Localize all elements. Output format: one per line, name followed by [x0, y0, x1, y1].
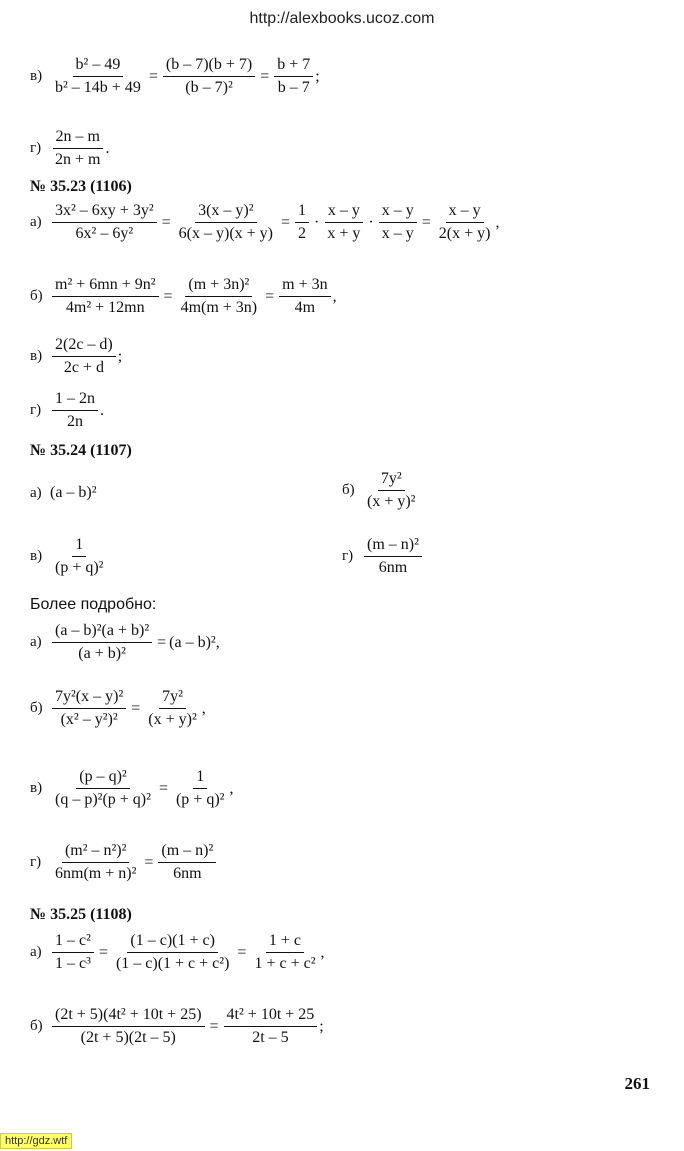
item-v-3-detail: в) $\frac{\text{(p – q)²}}{\text{(q – p)²(p + q)²}}$ = $\frac{1}{\text{(p + q)²}}$ ,	[30, 768, 234, 808]
fraction: $\frac{x - y}{x + y}$	[324, 202, 363, 243]
fraction: $\frac{m + 3n}{4m}$	[279, 276, 330, 317]
item-g-1: г) $\frac{2n - m}{2n + m}$ .	[30, 128, 110, 168]
fraction: $\frac{\text{7y²}}{\text{(x + y)²}}$	[148, 688, 197, 728]
fraction: $\frac{b + 7}{b - 7}$	[274, 56, 313, 97]
fraction: $\frac{x - y}{2(x + y)}$	[438, 202, 491, 242]
section-title: № 35.24 (1107)	[30, 442, 132, 459]
fraction: $\frac{\text{(2t + 5)(4t² + 10t + 25)}}{(2t + 5)(2t - 5)}$	[52, 1006, 205, 1047]
item-b-3: б) $\frac{\text{7y²}}{\text{(x + y)²}}$	[342, 470, 420, 511]
item-b-3-detail: б) $\frac{\text{7y²(x – y)²}}{\text{(x² – y²)²}}$ = $\frac{\text{7y²}}{\text{(x + y)²}}$ ,	[30, 688, 206, 728]
fraction: $\frac{1 + c}{\text{1 + c + c²}}$	[254, 932, 316, 972]
fraction: $\frac{\text{b² – 49}}{\text{b² – 14b + 49}}$	[55, 56, 141, 96]
fraction: $\frac{\text{3(x – y)²}}{6(x - y)(x + y)}$	[178, 202, 273, 242]
fraction: $\frac{\text{1 – c²}}{\text{1 – c³}}$	[52, 932, 94, 973]
page-number: 261	[624, 1074, 650, 1093]
fraction: $\frac{x - y}{x - y}$	[379, 202, 417, 243]
fraction: $\frac{\text{7y²(x – y)²}}{\text{(x² – y²)²}}$	[52, 688, 126, 729]
more-detail-label: Более подробно:	[30, 596, 157, 613]
section-title: № 35.23 (1106)	[30, 178, 132, 195]
fraction: $\frac{\text{(a – b)²(a + b)²}}{\text{(a + b)²}}$	[52, 622, 152, 663]
item-v-3: в) $\frac{1}{\text{(p + q)²}}$	[30, 536, 108, 577]
fraction: $\frac{1}{\text{(p + q)²}}$	[55, 536, 104, 576]
fraction: $\frac{\text{7y²}}{\text{(x + y)²}}$	[367, 470, 416, 510]
item-b-2: б) $\frac{\text{m² + 6mn + 9n²}}{\text{4m² + 12mn}}$ = $\frac{\text{(m + 3n)²}}{4m(m + 3n)}$ = $\frac{m + 3n}{4m}$ ,	[30, 276, 337, 316]
item-a-4: а) $\frac{\text{1 – c²}}{\text{1 – c³}}$ = $\frac{(1 - c)(1 + c)}{\text{(1 – c)(1 + c + c²)}}$ = $\frac{1 + c}{\text{1 + c + c²}}$ ,	[30, 932, 325, 972]
fraction: $\frac{\text{(m + 3n)²}}{4m(m + 3n)}$	[180, 276, 258, 316]
item-a-3: а) (a – b)²	[30, 484, 97, 501]
item-a-2: а) $\frac{\text{3x² – 6xy + 3y²}}{\text{6x² – 6y²}}$ = $\frac{\text{3(x – y)²}}{6(x - y)(x + y)}$ = $\frac{1}{2}$ · $\frac{x - y}{x + y}$ · $\frac{x - y}{x - y}$ = $\frac{x - y}{2(x + y)}$ ,	[30, 202, 500, 242]
fraction: $\frac{\text{(m – n)²}}{6nm}$	[364, 536, 422, 577]
item-b-4: б) $\frac{\text{(2t + 5)(4t² + 10t + 25)}}{(2t + 5)(2t - 5)}$ = $\frac{\text{4t² + 10t + 25}}{2t - 5}$ ;	[30, 1006, 324, 1046]
fraction: $\frac{\text{(m² – n²)²}}{\text{6nm(m + n)²}}$	[55, 842, 137, 882]
fraction: $\frac{(b - 7)(b + 7)}{\text{(b – 7)²}}$	[163, 56, 255, 97]
fraction: $\frac{\text{(p – q)²}}{\text{(q – p)²(p + q)²}}$	[55, 768, 151, 808]
item-v-1: в) $\frac{\text{b² – 49}}{\text{b² – 14b + 49}}$ = $\frac{(b - 7)(b + 7)}{\text{(b – 7)²}}$ = $\frac{b + 7}{b - 7}$ ;	[30, 56, 320, 96]
fraction: $\frac{\text{3x² – 6xy + 3y²}}{\text{6x² – 6y²}}$	[52, 202, 157, 243]
fraction: $\frac{1 - 2n}{2n}$	[52, 390, 98, 431]
section-title: № 35.25 (1108)	[30, 906, 132, 923]
fraction: $\frac{1}{2}$	[295, 202, 309, 243]
item-g-2: г) $\frac{1 - 2n}{2n}$ .	[30, 390, 104, 430]
item-a-3-detail: а) $\frac{\text{(a – b)²(a + b)²}}{\text{(a + b)²}}$ = (a – b)² ,	[30, 622, 220, 662]
item-label: в)	[30, 68, 43, 84]
footer-link[interactable]: http://gdz.wtf	[0, 1133, 72, 1149]
item-g-3-detail: г) $\frac{\text{(m² – n²)²}}{\text{6nm(m + n)²}}$ = $\frac{\text{(m – n)²}}{6nm}$	[30, 842, 218, 883]
header-url[interactable]: http://alexbooks.ucoz.com	[249, 10, 435, 27]
fraction: $\frac{1}{\text{(p + q)²}}$	[175, 768, 225, 808]
fraction: $\frac{\text{(m – n)²}}{6nm}$	[158, 842, 216, 883]
fraction: $\frac{(1 - c)(1 + c)}{\text{(1 – c)(1 + c + c²)}}$	[115, 932, 230, 972]
item-g-3: г) $\frac{\text{(m – n)²}}{6nm}$	[342, 536, 424, 577]
item-v-2: в) $\frac{2(2c - d)}{2c + d}$ ;	[30, 336, 123, 376]
fraction: $\frac{\text{4t² + 10t + 25}}{2t - 5}$	[224, 1006, 318, 1047]
fraction: $\frac{\text{m² + 6mn + 9n²}}{\text{4m² + 12mn}}$	[52, 276, 159, 317]
item-label: г)	[30, 140, 42, 156]
fraction: $\frac{2n - m}{2n + m}$	[52, 128, 103, 169]
fraction: $\frac{2(2c - d)}{2c + d}$	[52, 336, 116, 377]
